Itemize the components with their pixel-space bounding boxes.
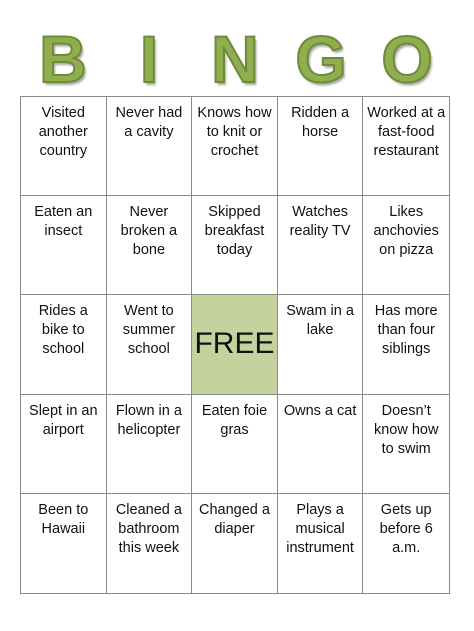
cell-text: Watches reality TV bbox=[289, 204, 351, 240]
bingo-cell bbox=[21, 196, 107, 295]
bingo-cell bbox=[278, 97, 364, 196]
free-space-cell bbox=[192, 295, 278, 394]
bingo-cell bbox=[21, 395, 107, 494]
bingo-cell bbox=[192, 97, 278, 196]
cell-text: Slept in an airport bbox=[29, 402, 98, 438]
cell-text: Has more than four siblings bbox=[374, 303, 438, 358]
cell-text: Swam in a lake bbox=[286, 303, 354, 339]
bingo-cell bbox=[107, 97, 193, 196]
bingo-board bbox=[20, 96, 450, 594]
cell-text: Changed a diaper bbox=[199, 501, 270, 537]
free-space-text: FREE bbox=[194, 327, 275, 361]
bingo-title bbox=[20, 22, 450, 96]
bingo-cell bbox=[278, 395, 364, 494]
bingo-cell bbox=[278, 295, 364, 394]
bingo-cell bbox=[363, 196, 449, 295]
cell-text: Eaten foie gras bbox=[201, 402, 268, 438]
title-letter-b: B bbox=[39, 22, 87, 96]
cell-text: Likes anchovies on pizza bbox=[373, 204, 439, 259]
cell-text: Doesn’t know how to swim bbox=[373, 402, 439, 457]
bingo-cell bbox=[192, 196, 278, 295]
cell-text: Flown in a helicopter bbox=[115, 402, 182, 438]
bingo-cell bbox=[107, 295, 193, 394]
bingo-cell bbox=[21, 494, 107, 593]
title-letter-n: N bbox=[211, 22, 259, 96]
bingo-cell bbox=[192, 395, 278, 494]
title-letter-g: G bbox=[295, 22, 347, 96]
cell-text: Went to summer school bbox=[122, 303, 176, 358]
cell-text: Owns a cat bbox=[283, 402, 357, 419]
cell-text: Rides a bike to school bbox=[38, 303, 88, 358]
bingo-cell bbox=[363, 295, 449, 394]
cell-text: Never broken a bone bbox=[120, 204, 178, 259]
cell-text: Worked at a fast-food restaurant bbox=[367, 105, 446, 159]
cell-text: Cleaned a bathroom this week bbox=[115, 501, 182, 556]
cell-text: Been to Hawaii bbox=[38, 501, 89, 537]
bingo-cell bbox=[107, 196, 193, 295]
cell-text: Knows how to knit or crochet bbox=[197, 105, 272, 159]
title-letter-i: I bbox=[139, 22, 159, 96]
bingo-cell bbox=[107, 494, 193, 593]
cell-text: Visited another country bbox=[38, 105, 88, 159]
bingo-cell bbox=[21, 97, 107, 196]
bingo-cell bbox=[363, 97, 449, 196]
cell-text: Gets up before 6 a.m. bbox=[379, 501, 433, 556]
bingo-cell bbox=[278, 196, 364, 295]
cell-text: Skipped breakfast today bbox=[204, 204, 265, 259]
bingo-cell bbox=[363, 494, 449, 593]
bingo-cell bbox=[278, 494, 364, 593]
bingo-cell bbox=[107, 395, 193, 494]
cell-text: Eaten an insect bbox=[34, 204, 93, 240]
bingo-cell bbox=[192, 494, 278, 593]
bingo-cell bbox=[363, 395, 449, 494]
cell-text: Ridden a horse bbox=[291, 105, 350, 140]
cell-text: Plays a musical instrument bbox=[286, 501, 354, 556]
title-letter-o: O bbox=[381, 22, 433, 96]
cell-text: Never had a cavity bbox=[115, 105, 183, 140]
bingo-cell bbox=[21, 295, 107, 394]
